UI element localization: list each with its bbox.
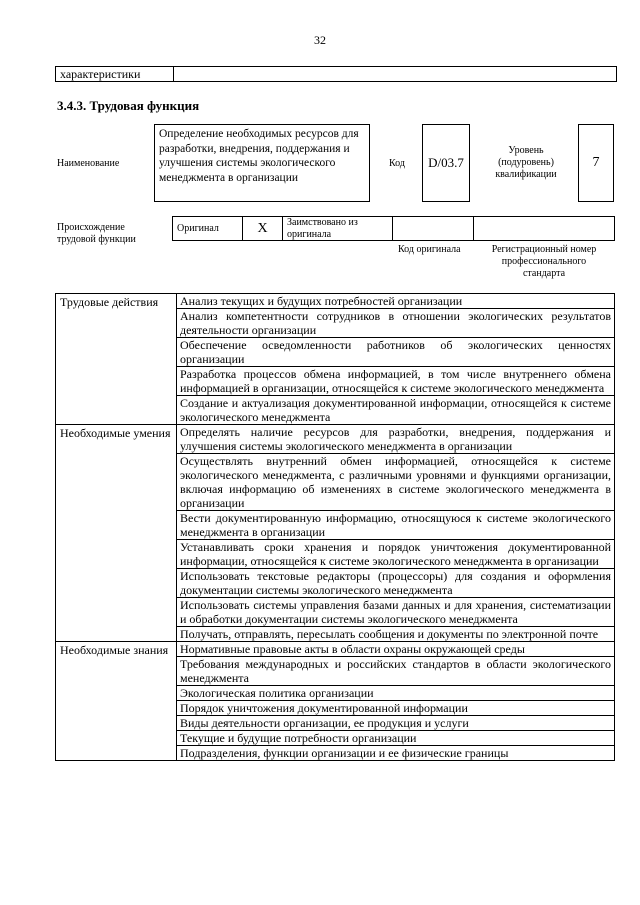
code-original-label: Код оригинала (398, 244, 461, 255)
previous-row (55, 66, 617, 82)
level-label: Уровень (подуровень) квалификации (495, 145, 557, 180)
list-item: Осуществлять внутренний обмен информацией, относящейся к системе экологического менеджмента, с различными уровнями и функциями организации, включая информацию об изменениях в системе экологического менеджмента в организации (177, 454, 615, 511)
list-item: Устанавливать сроки хранения и порядок уничтожения документированной информации, относящейся к системе экологического менеджмента в организации (177, 540, 615, 569)
section-title-actions: Трудовые действия (56, 294, 177, 425)
list-item: Обеспечение осведомленности работников об экологических ценностях организации (177, 338, 615, 367)
list-item: Создание и актуализация документированной информации, относящейся к системе экологического менеджмента (177, 396, 615, 425)
original-cell (173, 217, 243, 240)
original-label: Оригинал (177, 223, 219, 234)
list-item: Вести документированную информацию, относящуюся к системе экологического менеджмента в организации (177, 511, 615, 540)
code-label: Код (389, 158, 405, 169)
list-item: Разработка процессов обмена информацией, в том числе внутреннего обмена информацией в организации, относящейся к системе экологического менеджмента (177, 367, 615, 396)
code-original-cell (393, 217, 474, 240)
borrowed-cell (283, 217, 393, 240)
reg-number-cell (474, 217, 614, 240)
table-row (56, 425, 615, 454)
list-item: Получать, отправлять, пересылать сообщения и документы по электронной почте (177, 627, 615, 642)
origin-table (172, 216, 615, 241)
list-item: Порядок уничтожения документированной информации (177, 701, 615, 716)
function-code: D/03.7 (422, 124, 470, 202)
list-item: Нормативные правовые акты в области охраны окружающей среды (177, 642, 615, 657)
section-title-knowledge: Необходимые знания (56, 642, 177, 761)
reg-number-label: Регистрационный номер профессионального стандарта (491, 244, 597, 279)
page-number: 32 (314, 33, 326, 47)
origin-label: Происхождение трудовой функции (57, 222, 136, 245)
list-item: Использовать системы управления базами данных и для хранения, систематизации и обработки документации системы экологического менеджмента (177, 598, 615, 627)
table-row (56, 642, 615, 657)
qualification-level: 7 (578, 124, 614, 202)
list-item: Виды деятельности организации, ее продукция и услуги (177, 716, 615, 731)
list-item: Экологическая политика организации (177, 686, 615, 701)
section-title: 3.4.3. Трудовая функция (57, 98, 200, 113)
list-item: Анализ текущих и будущих потребностей организации (177, 294, 615, 309)
list-item: Определять наличие ресурсов для разработки, внедрения, поддержания и улучшения системы экологического менеджмента в организации (177, 425, 615, 454)
list-item: Подразделения, функции организации и ее физические границы (177, 746, 615, 761)
borrowed-label: Заимствовано из оригинала (287, 217, 358, 240)
section-title-skills: Необходимые умения (56, 425, 177, 642)
list-item: Анализ компетентности сотрудников в отношении экологических результатов деятельности организации (177, 309, 615, 338)
function-name: Определение необходимых ресурсов для разработки, внедрения, поддержания и улучшения системы экологического менеджмента в организации (154, 124, 370, 202)
list-item: Требования международных и российских стандартов в области экологического менеджмента (177, 657, 615, 686)
name-label: Наименование (57, 158, 120, 169)
function-details-table (55, 293, 615, 761)
previous-row-label: характеристики (56, 67, 174, 81)
table-row (56, 294, 615, 309)
original-mark: X (243, 217, 283, 240)
list-item: Текущие и будущие потребности организации (177, 731, 615, 746)
list-item: Использовать текстовые редакторы (процессоры) для создания и оформления документации системы экологического менеджмента (177, 569, 615, 598)
